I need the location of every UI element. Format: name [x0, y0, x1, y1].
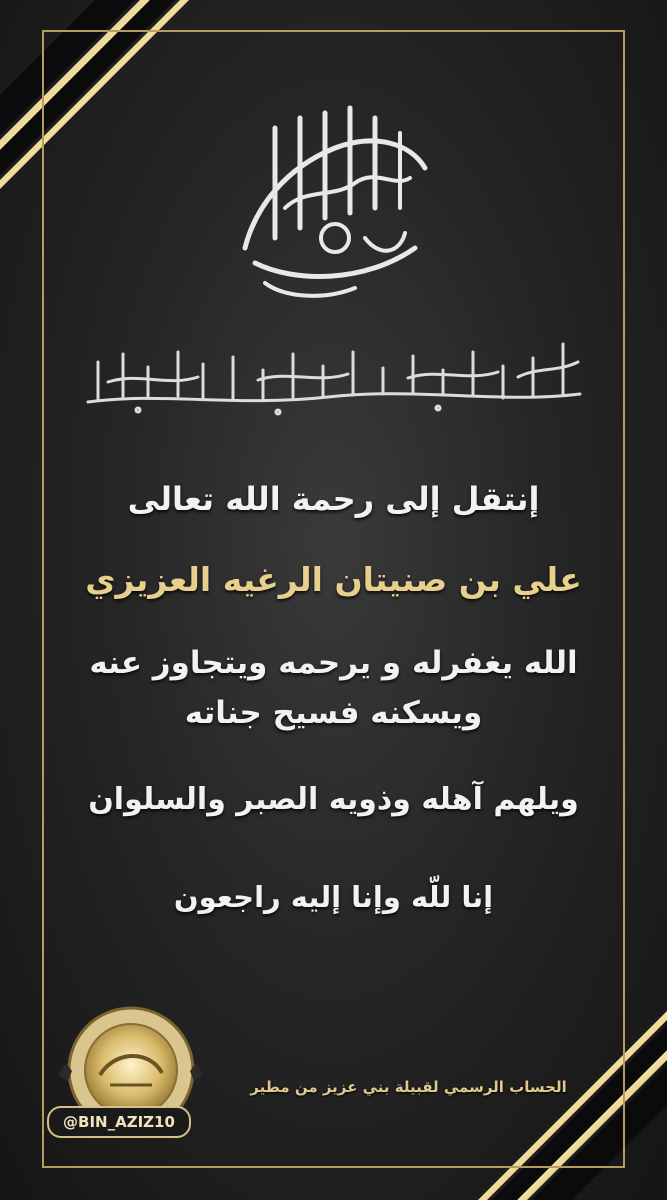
prayer-text: الله يغفرله و يرحمه ويتجاوز عنه ويسكنه فسيح جناته — [89, 645, 578, 731]
deceased-name: علي بن صنيتان الرغيه العزيزي — [85, 560, 582, 599]
announcement-line: إنتقل إلى رحمة الله تعالى — [127, 480, 540, 518]
condolence-text: ويلهم آهله وذويه الصبر والسلوان — [88, 782, 579, 817]
closing-phrase: إنا للّه وإنا إليه راجعون — [173, 880, 494, 914]
footer-caption: الحساب الرسمي لقبيلة بني عزيز من مطير — [250, 1078, 567, 1096]
social-handle-badge: @BIN_AZIZ10 — [47, 1106, 191, 1138]
calligraphy-emblem — [215, 88, 455, 308]
calligraphy-verse — [78, 332, 590, 422]
